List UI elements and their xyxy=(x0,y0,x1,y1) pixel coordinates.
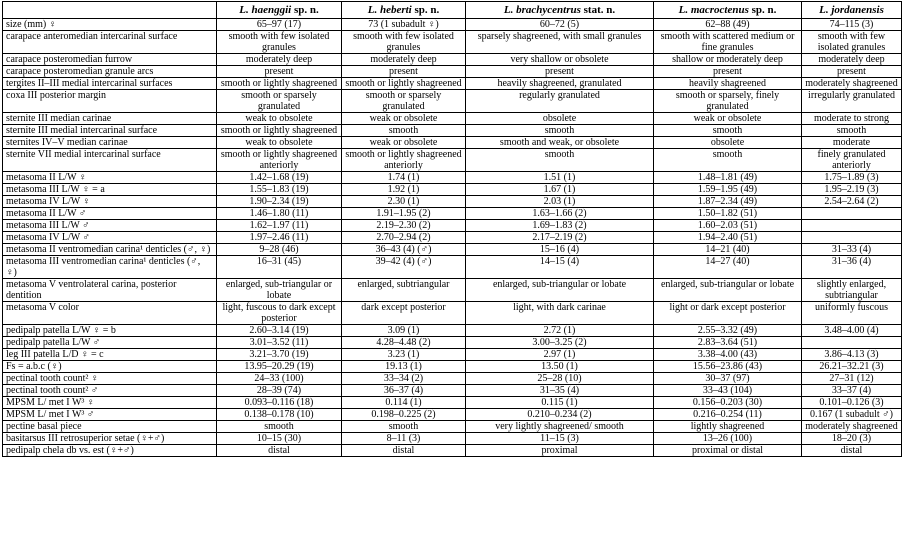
character-label: metasoma III L/W ♀ = a xyxy=(3,184,217,196)
species-value-cell: 3.09 (1) xyxy=(342,325,466,337)
species-value-cell: smooth and weak, or obsolete xyxy=(466,137,654,149)
header-species-4 xyxy=(654,2,802,19)
species-value-cell: enlarged, sub-triangular or lobate xyxy=(654,279,802,302)
species-name: L. brachycentrus xyxy=(503,3,581,16)
species-value-cell: 1.55–1.83 (19) xyxy=(217,184,342,196)
species-value-cell: present xyxy=(342,66,466,78)
species-value-cell: 33–37 (4) xyxy=(802,385,902,397)
species-value-cell: smooth xyxy=(466,125,654,137)
species-status: sp. n. xyxy=(748,3,777,16)
character-label: coxa III posterior margin xyxy=(3,90,217,113)
species-value-cell: shallow or moderately deep xyxy=(654,54,802,66)
table-row xyxy=(3,256,902,279)
species-value-cell: moderately deep xyxy=(342,54,466,66)
table-body xyxy=(3,19,902,457)
species-value-cell: 18–20 (3) xyxy=(802,433,902,445)
species-value-cell: 0.216–0.254 (11) xyxy=(654,409,802,421)
species-value-cell: 13.95–20.29 (19) xyxy=(217,361,342,373)
species-value-cell: 15–16 (4) xyxy=(466,244,654,256)
species-value-cell: very lightly shagreened/ smooth xyxy=(466,421,654,433)
character-label: metasoma IV L/W ♂ xyxy=(3,232,217,244)
character-label: pectinal tooth count² ♀ xyxy=(3,373,217,385)
character-label: basitarsus III retrosuperior setae (♀+♂) xyxy=(3,433,217,445)
species-value-cell: regularly granulated xyxy=(466,90,654,113)
table-row xyxy=(3,409,902,421)
header-species-3 xyxy=(466,2,654,19)
character-label: carapace posteromedian granule arcs xyxy=(3,66,217,78)
table-row xyxy=(3,184,902,196)
species-value-cell: heavily shagreened, granulated xyxy=(466,78,654,90)
character-label: pedipalp chela db vs. est (♀+♂) xyxy=(3,445,217,457)
species-value-cell: 1.97–2.46 (11) xyxy=(217,232,342,244)
species-value-cell: 25–28 (10) xyxy=(466,373,654,385)
table-row xyxy=(3,125,902,137)
species-value-cell: 0.114 (1) xyxy=(342,397,466,409)
species-value-cell: 33–34 (2) xyxy=(342,373,466,385)
species-value-cell: dark except posterior xyxy=(342,302,466,325)
header-species-5 xyxy=(802,2,902,19)
species-value-cell xyxy=(802,208,902,220)
species-value-cell: 19.13 (1) xyxy=(342,361,466,373)
species-value-cell: 74–115 (3) xyxy=(802,19,902,31)
species-value-cell: proximal or distal xyxy=(654,445,802,457)
species-value-cell: smooth or sparsely granulated xyxy=(342,90,466,113)
species-name: L. macroctenus xyxy=(678,3,749,16)
header-species-1 xyxy=(217,2,342,19)
character-label: metasoma III L/W ♂ xyxy=(3,220,217,232)
species-value-cell: obsolete xyxy=(466,113,654,125)
species-value-cell: smooth or sparsely, finely granulated xyxy=(654,90,802,113)
species-value-cell: 1.59–1.95 (49) xyxy=(654,184,802,196)
species-value-cell: proximal xyxy=(466,445,654,457)
species-value-cell: smooth xyxy=(654,125,802,137)
species-status: sp. n. xyxy=(411,3,440,16)
table-row xyxy=(3,279,902,302)
species-value-cell: 1.62–1.97 (11) xyxy=(217,220,342,232)
character-label: metasoma II ventromedian carina¹ denticles (♂, ♀) xyxy=(3,244,217,256)
character-label: pedipalp patella L/W ♀ = b xyxy=(3,325,217,337)
species-value-cell: 36–37 (4) xyxy=(342,385,466,397)
table-row xyxy=(3,220,902,232)
table-row xyxy=(3,397,902,409)
species-value-cell: moderately deep xyxy=(802,54,902,66)
species-value-cell: 2.55–3.32 (49) xyxy=(654,325,802,337)
species-value-cell: 28–39 (74) xyxy=(217,385,342,397)
species-value-cell: 27–31 (12) xyxy=(802,373,902,385)
species-value-cell: smooth xyxy=(466,149,654,172)
species-value-cell: sparsely shagreened, with small granules xyxy=(466,31,654,54)
species-value-cell: 0.115 (1) xyxy=(466,397,654,409)
character-label: carapace anteromedian intercarinal surface xyxy=(3,31,217,54)
table-row xyxy=(3,54,902,66)
character-label: metasoma III ventromedian carina¹ denticles (♂, ♀) xyxy=(3,256,217,279)
species-value-cell: smooth or lightly shagreened anteriorly xyxy=(217,149,342,172)
table-row xyxy=(3,244,902,256)
species-value-cell: 26.21–32.21 (3) xyxy=(802,361,902,373)
character-label: leg III patella L/D ♀ = c xyxy=(3,349,217,361)
species-value-cell: 3.21–3.70 (19) xyxy=(217,349,342,361)
table-row xyxy=(3,90,902,113)
character-label: metasoma II L/W ♀ xyxy=(3,172,217,184)
table-row xyxy=(3,361,902,373)
species-value-cell: 1.46–1.80 (11) xyxy=(217,208,342,220)
character-label: pedipalp patella L/W ♂ xyxy=(3,337,217,349)
species-value-cell: smooth or lightly shagreened anteriorly xyxy=(342,149,466,172)
character-label: sternite III medial intercarinal surface xyxy=(3,125,217,137)
species-value-cell: moderately deep xyxy=(217,54,342,66)
character-label: sternite VII medial intercarinal surface xyxy=(3,149,217,172)
species-value-cell: heavily shagreened xyxy=(654,78,802,90)
species-value-cell: light, with dark carinae xyxy=(466,302,654,325)
species-value-cell: 62–88 (49) xyxy=(654,19,802,31)
comparison-table xyxy=(2,1,902,457)
species-value-cell: smooth with few isolated granules xyxy=(217,31,342,54)
species-value-cell: 1.90–2.34 (19) xyxy=(217,196,342,208)
species-value-cell: smooth or lightly shagreened xyxy=(217,78,342,90)
species-value-cell: finely granulated anteriorly xyxy=(802,149,902,172)
species-value-cell: smooth or sparsely granulated xyxy=(217,90,342,113)
species-value-cell: weak or obsolete xyxy=(654,113,802,125)
character-label: size (mm) ♀ xyxy=(3,19,217,31)
species-value-cell: 2.97 (1) xyxy=(466,349,654,361)
table-row xyxy=(3,325,902,337)
species-value-cell: 14–15 (4) xyxy=(466,256,654,279)
species-value-cell: smooth with few isolated granules xyxy=(342,31,466,54)
species-value-cell: smooth xyxy=(654,149,802,172)
table-row xyxy=(3,208,902,220)
species-value-cell: 1.87–2.34 (49) xyxy=(654,196,802,208)
character-label: metasoma IV L/W ♀ xyxy=(3,196,217,208)
species-value-cell: smooth with few isolated granules xyxy=(802,31,902,54)
species-value-cell: uniformly fuscous xyxy=(802,302,902,325)
species-value-cell: 3.01–3.52 (11) xyxy=(217,337,342,349)
species-value-cell: present xyxy=(802,66,902,78)
species-value-cell: 3.86–4.13 (3) xyxy=(802,349,902,361)
species-value-cell: 0.138–0.178 (10) xyxy=(217,409,342,421)
species-value-cell: 1.48–1.81 (49) xyxy=(654,172,802,184)
character-label: MPSM L/ met I W³ ♀ xyxy=(3,397,217,409)
species-value-cell: weak or obsolete xyxy=(342,113,466,125)
table-row xyxy=(3,78,902,90)
species-status: sp. n. xyxy=(291,3,319,16)
header-species-2 xyxy=(342,2,466,19)
table-row xyxy=(3,149,902,172)
table-row xyxy=(3,232,902,244)
species-value-cell: 2.19–2.30 (2) xyxy=(342,220,466,232)
species-value-cell: 73 (1 subadult ♀) xyxy=(342,19,466,31)
species-value-cell: smooth xyxy=(342,125,466,137)
species-name: L. haenggii xyxy=(239,3,292,16)
species-value-cell: smooth or lightly shagreened xyxy=(217,125,342,137)
species-value-cell: 8–11 (3) xyxy=(342,433,466,445)
species-value-cell: 3.23 (1) xyxy=(342,349,466,361)
species-value-cell: 31–33 (4) xyxy=(802,244,902,256)
table-row xyxy=(3,31,902,54)
species-value-cell: 1.75–1.89 (3) xyxy=(802,172,902,184)
species-value-cell: 2.72 (1) xyxy=(466,325,654,337)
species-value-cell: 3.00–3.25 (2) xyxy=(466,337,654,349)
species-value-cell: very shallow or obsolete xyxy=(466,54,654,66)
table-row xyxy=(3,66,902,78)
species-value-cell: 65–97 (17) xyxy=(217,19,342,31)
species-value-cell: 1.94–2.40 (51) xyxy=(654,232,802,244)
table-row xyxy=(3,137,902,149)
species-value-cell: 0.167 (1 subadult ♂) xyxy=(802,409,902,421)
species-value-cell: 2.83–3.64 (51) xyxy=(654,337,802,349)
species-value-cell: 10–15 (30) xyxy=(217,433,342,445)
species-value-cell: smooth xyxy=(342,421,466,433)
character-label: carapace posteromedian furrow xyxy=(3,54,217,66)
species-value-cell: 1.42–1.68 (19) xyxy=(217,172,342,184)
species-value-cell: distal xyxy=(802,445,902,457)
character-label: metasoma V color xyxy=(3,302,217,325)
species-value-cell: 36–43 (4) (♂) xyxy=(342,244,466,256)
species-value-cell: slightly enlarged, subtriangular xyxy=(802,279,902,302)
character-label: pectinal tooth count² ♂ xyxy=(3,385,217,397)
species-value-cell: 0.198–0.225 (2) xyxy=(342,409,466,421)
species-value-cell: smooth xyxy=(217,421,342,433)
species-value-cell: light or dark except posterior xyxy=(654,302,802,325)
species-value-cell: 15.56–23.86 (43) xyxy=(654,361,802,373)
species-value-cell: 1.91–1.95 (2) xyxy=(342,208,466,220)
table-row xyxy=(3,445,902,457)
species-value-cell: moderate xyxy=(802,137,902,149)
species-value-cell: 16–31 (45) xyxy=(217,256,342,279)
species-value-cell: 31–36 (4) xyxy=(802,256,902,279)
species-value-cell: 31–35 (4) xyxy=(466,385,654,397)
species-value-cell: 9–28 (46) xyxy=(217,244,342,256)
species-value-cell: present xyxy=(217,66,342,78)
species-value-cell: 11–15 (3) xyxy=(466,433,654,445)
species-value-cell: enlarged, sub-triangular or lobate xyxy=(217,279,342,302)
species-value-cell: 0.210–0.234 (2) xyxy=(466,409,654,421)
species-value-cell: 14–21 (40) xyxy=(654,244,802,256)
species-value-cell: 39–42 (4) (♂) xyxy=(342,256,466,279)
species-value-cell: enlarged, sub-triangular or lobate xyxy=(466,279,654,302)
character-label: MPSM L/ met I W³ ♂ xyxy=(3,409,217,421)
character-label: Fs = a.b.c (♀) xyxy=(3,361,217,373)
species-value-cell: lightly shagreened xyxy=(654,421,802,433)
table-row xyxy=(3,433,902,445)
species-value-cell: distal xyxy=(217,445,342,457)
species-value-cell: 3.48–4.00 (4) xyxy=(802,325,902,337)
character-label: metasoma II L/W ♂ xyxy=(3,208,217,220)
character-label: pectine basal piece xyxy=(3,421,217,433)
species-value-cell: 30–37 (97) xyxy=(654,373,802,385)
table-row xyxy=(3,385,902,397)
species-value-cell: moderately shagreened xyxy=(802,78,902,90)
species-value-cell: 1.69–1.83 (2) xyxy=(466,220,654,232)
species-value-cell: 1.60–2.03 (51) xyxy=(654,220,802,232)
species-value-cell: weak to obsolete xyxy=(217,137,342,149)
species-value-cell xyxy=(802,220,902,232)
species-value-cell: 60–72 (5) xyxy=(466,19,654,31)
species-value-cell: 14–27 (40) xyxy=(654,256,802,279)
species-value-cell: 2.17–2.19 (2) xyxy=(466,232,654,244)
species-value-cell: 1.92 (1) xyxy=(342,184,466,196)
species-value-cell: 13.50 (1) xyxy=(466,361,654,373)
species-name: L. heberti xyxy=(367,3,412,16)
species-value-cell: 1.51 (1) xyxy=(466,172,654,184)
table-row xyxy=(3,421,902,433)
species-value-cell: 0.101–0.126 (3) xyxy=(802,397,902,409)
table-row xyxy=(3,172,902,184)
species-value-cell: 4.28–4.48 (2) xyxy=(342,337,466,349)
species-value-cell: 1.74 (1) xyxy=(342,172,466,184)
species-value-cell: 3.38–4.00 (43) xyxy=(654,349,802,361)
table-row xyxy=(3,302,902,325)
species-value-cell: obsolete xyxy=(654,137,802,149)
table-row xyxy=(3,196,902,208)
species-value-cell: 0.093–0.116 (18) xyxy=(217,397,342,409)
species-value-cell: 33–43 (104) xyxy=(654,385,802,397)
species-value-cell: 2.70–2.94 (2) xyxy=(342,232,466,244)
species-value-cell: 1.50–1.82 (51) xyxy=(654,208,802,220)
species-value-cell: 1.95–2.19 (3) xyxy=(802,184,902,196)
species-value-cell: weak to obsolete xyxy=(217,113,342,125)
header-row xyxy=(3,2,902,19)
species-value-cell: smooth xyxy=(802,125,902,137)
header-empty-cell xyxy=(3,2,217,19)
species-value-cell: 1.67 (1) xyxy=(466,184,654,196)
character-label: sternites IV–V median carinae xyxy=(3,137,217,149)
species-value-cell: 13–26 (100) xyxy=(654,433,802,445)
table-row xyxy=(3,19,902,31)
species-value-cell: light, fuscous to dark except posterior xyxy=(217,302,342,325)
character-label: metasoma V ventrolateral carina, posterior dentition xyxy=(3,279,217,302)
character-label: tergites II–III medial intercarinal surfaces xyxy=(3,78,217,90)
table-row xyxy=(3,337,902,349)
species-value-cell: 2.03 (1) xyxy=(466,196,654,208)
species-value-cell: distal xyxy=(342,445,466,457)
species-value-cell: present xyxy=(466,66,654,78)
species-value-cell: 2.60–3.14 (19) xyxy=(217,325,342,337)
table-row xyxy=(3,113,902,125)
species-value-cell: smooth or lightly shagreened xyxy=(342,78,466,90)
species-value-cell: 1.63–1.66 (2) xyxy=(466,208,654,220)
species-value-cell: 2.54–2.64 (2) xyxy=(802,196,902,208)
species-status: stat. n. xyxy=(580,3,616,16)
species-value-cell: smooth with scattered medium or fine granules xyxy=(654,31,802,54)
species-value-cell: present xyxy=(654,66,802,78)
species-name: L. jordanensis xyxy=(819,3,884,16)
species-value-cell: 24–33 (100) xyxy=(217,373,342,385)
table-row xyxy=(3,349,902,361)
species-value-cell: moderately shagreened xyxy=(802,421,902,433)
species-value-cell xyxy=(802,337,902,349)
species-value-cell: enlarged, subtriangular xyxy=(342,279,466,302)
species-value-cell: 0.156–0.203 (30) xyxy=(654,397,802,409)
table-row xyxy=(3,373,902,385)
species-value-cell: moderate to strong xyxy=(802,113,902,125)
species-value-cell: 2.30 (1) xyxy=(342,196,466,208)
species-value-cell: weak or obsolete xyxy=(342,137,466,149)
character-label: sternite III median carinae xyxy=(3,113,217,125)
species-value-cell: irregularly granulated xyxy=(802,90,902,113)
species-value-cell xyxy=(802,232,902,244)
